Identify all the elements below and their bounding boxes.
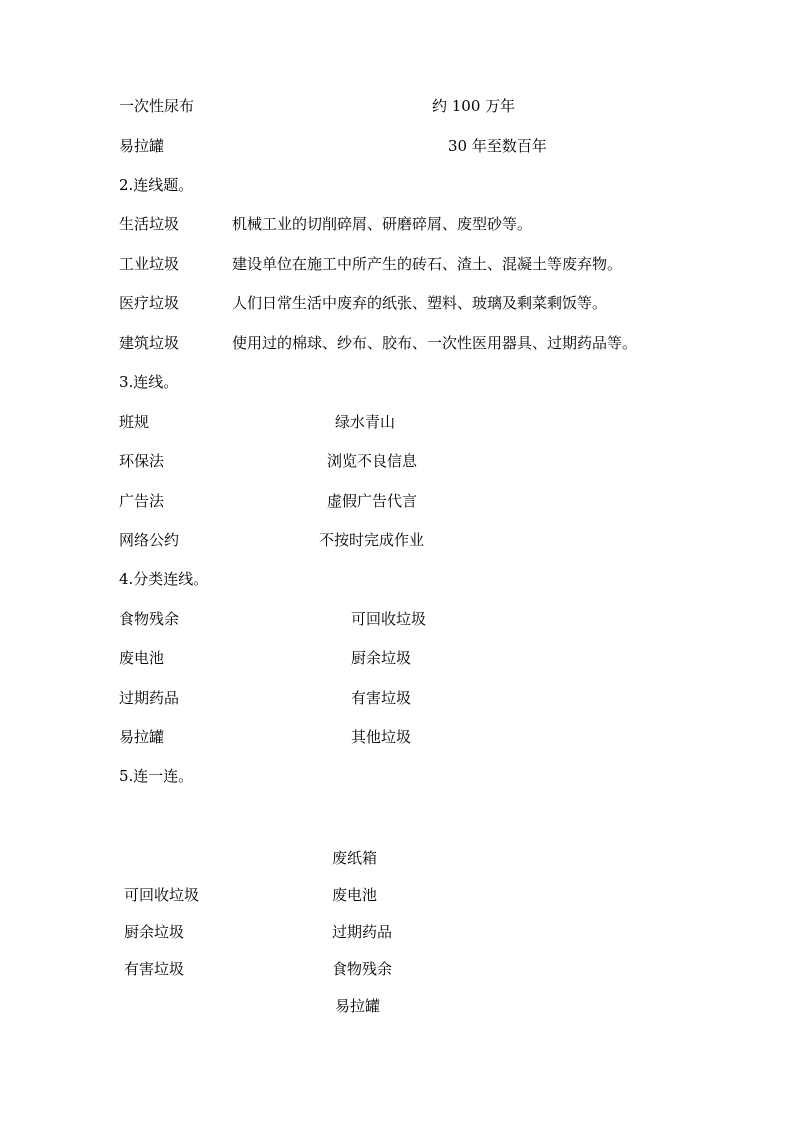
s5-right-2: 废电池	[332, 886, 378, 904]
s1-item-1: 一次性尿布	[119, 97, 195, 115]
s1-item-2: 易拉罐	[119, 137, 165, 155]
s2-category-3: 医疗垃圾	[119, 294, 180, 312]
s4-left-4: 易拉罐	[119, 728, 165, 746]
s5-right-1: 废纸箱	[332, 849, 378, 867]
s3-right-3: 虚假广告代言	[327, 492, 418, 510]
s1-time-1: 约 100 万年	[432, 97, 516, 115]
s2-desc-4: 使用过的棉球、纱布、胶布、一次性医用器具、过期药品等。	[232, 334, 638, 352]
s5-right-4: 食物残余	[332, 960, 393, 978]
s3-right-4: 不按时完成作业	[319, 531, 425, 549]
s2-category-4: 建筑垃圾	[119, 334, 180, 352]
s1-time-2: 30 年至数百年	[448, 137, 547, 155]
s3-heading: 3.连线。	[119, 373, 179, 391]
s5-left-1: 可回收垃圾	[124, 886, 200, 904]
s2-heading: 2.连线题。	[119, 176, 194, 194]
s3-left-4: 网络公约	[119, 531, 180, 549]
s5-left-2: 厨余垃圾	[124, 923, 185, 941]
s2-category-1: 生活垃圾	[119, 215, 180, 233]
s3-left-2: 环保法	[119, 452, 165, 470]
s2-desc-1: 机械工业的切削碎屑、研磨碎屑、废型砂等。	[232, 215, 533, 233]
s4-right-3: 有害垃圾	[351, 689, 412, 707]
s4-left-1: 食物残余	[119, 610, 180, 628]
s3-left-1: 班规	[119, 413, 150, 431]
s5-right-5: 易拉罐	[335, 997, 381, 1015]
s5-left-3: 有害垃圾	[124, 960, 185, 978]
s4-left-3: 过期药品	[119, 689, 180, 707]
s5-right-3: 过期药品	[332, 923, 393, 941]
s3-right-2: 浏览不良信息	[327, 452, 418, 470]
s3-left-3: 广告法	[119, 492, 165, 510]
s3-right-1: 绿水青山	[335, 413, 396, 431]
s2-desc-2: 建设单位在施工中所产生的砖石、渣土、混凝土等废弃物。	[232, 255, 623, 273]
s5-heading: 5.连一连。	[119, 767, 194, 785]
s4-right-4: 其他垃圾	[351, 728, 412, 746]
s4-heading: 4.分类连线。	[119, 570, 209, 588]
s4-right-2: 厨余垃圾	[351, 649, 412, 667]
s2-category-2: 工业垃圾	[119, 255, 180, 273]
s2-desc-3: 人们日常生活中废弃的纸张、塑料、玻璃及剩菜剩饭等。	[232, 294, 608, 312]
s4-left-2: 废电池	[119, 649, 165, 667]
s4-right-1: 可回收垃圾	[351, 610, 427, 628]
